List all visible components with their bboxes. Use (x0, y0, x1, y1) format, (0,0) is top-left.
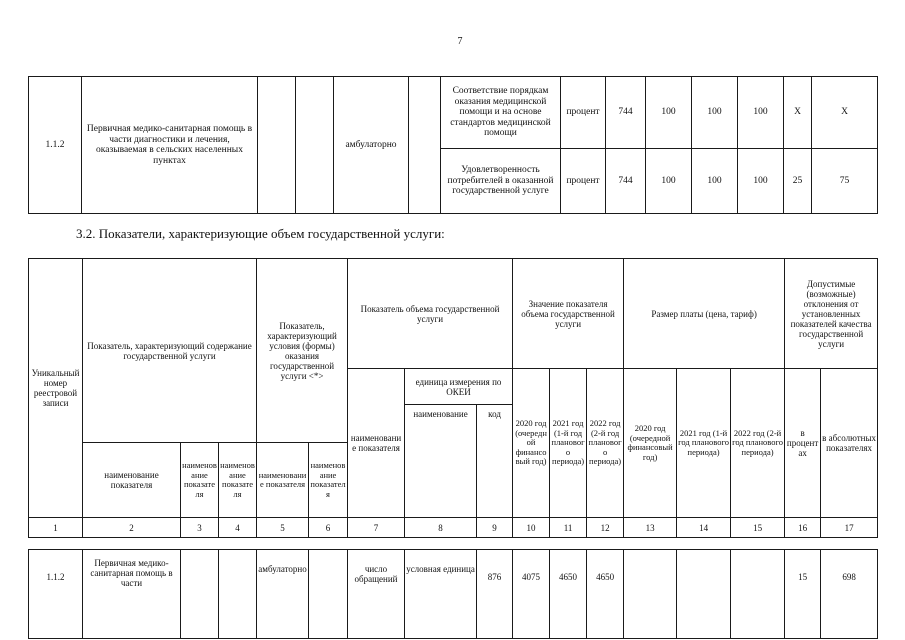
section-heading: 3.2. Показатели, характеризующие объем государственной услуги: (76, 226, 445, 241)
deviation-percent: X (784, 77, 812, 149)
column-number: 9 (477, 518, 513, 538)
header-indicator-name-short: наименование показателя (257, 443, 309, 518)
service-condition: амбулаторно (257, 550, 309, 639)
value-2022: 100 (738, 77, 784, 149)
deviation-percent: 15 (785, 550, 821, 639)
header-value-2020: 2020 год (очередной финансовый год) (513, 369, 550, 518)
empty-cell (258, 77, 296, 214)
header-content-indicator-name: наименование показателя (83, 443, 181, 518)
header-deviation-percent: в процентах (785, 369, 821, 518)
header-indicator-name-short: наименование показателя (309, 443, 348, 518)
empty-cell (219, 550, 257, 639)
record-code: 1.1.2 (29, 550, 83, 639)
column-number: 3 (181, 518, 219, 538)
column-number: 1 (29, 518, 83, 538)
value-2021: 100 (692, 77, 738, 149)
header-price-group: Размер платы (цена, тариф) (624, 259, 785, 369)
column-number: 12 (587, 518, 624, 538)
unit: процент (561, 77, 606, 149)
okei-code: 876 (477, 550, 513, 639)
column-number: 16 (785, 518, 821, 538)
header-indicator-name-short: наименование показателя (181, 443, 219, 518)
column-number: 14 (677, 518, 731, 538)
column-number: 8 (405, 518, 477, 538)
price-2021 (677, 550, 731, 639)
volume-indicator-name: число обращений (348, 550, 405, 639)
column-number: 10 (513, 518, 550, 538)
page-number: 7 (457, 36, 463, 47)
column-number: 7 (348, 518, 405, 538)
service-condition: амбулаторно (334, 77, 409, 214)
column-number: 5 (257, 518, 309, 538)
header-volume-group: Показатель объема государственной услуги (348, 259, 513, 369)
header-volume-indicator-name: наименование показателя (348, 369, 405, 518)
row-spacer (29, 538, 878, 550)
header-value-2022: 2022 год (2-й год планового периода) (587, 369, 624, 518)
deviation-absolute: 75 (812, 149, 878, 214)
deviation-absolute: 698 (821, 550, 878, 639)
header-okei-name: наименование (405, 405, 477, 518)
quality-indicator-name: Удовлетворенность потребителей в оказанной государственной услуге (441, 149, 561, 214)
header-price-2022: 2022 год (2-й год планового периода) (731, 369, 785, 518)
deviation-absolute: X (812, 77, 878, 149)
header-unique-number: Уникальный номер реестровой записи (29, 259, 83, 518)
value-2022: 4650 (587, 550, 624, 639)
column-number: 11 (550, 518, 587, 538)
header-deviation-group: Допустимые (возможные) отклонения от установленных показателей качества государственной услуги (785, 259, 878, 369)
empty-cell (309, 550, 348, 639)
header-price-2021: 2021 год (1-й год планового периода) (677, 369, 731, 518)
empty-cell (296, 77, 334, 214)
value-2022: 100 (738, 149, 784, 214)
deviation-percent: 25 (784, 149, 812, 214)
service-content: Первичная медико-санитарная помощь в части диагностики и лечения, оказываемая в сельских населенных пунктах (82, 77, 258, 214)
empty-cell (181, 550, 219, 639)
value-2021: 4650 (550, 550, 587, 639)
quality-indicators-table (28, 76, 878, 214)
column-number: 2 (83, 518, 181, 538)
header-indicator-name-short: наименование показателя (219, 443, 257, 518)
value-2020: 100 (646, 77, 692, 149)
value-2021: 100 (692, 149, 738, 214)
okei-name: условная единица (405, 550, 477, 639)
quality-indicator-name: Соответствие порядкам оказания медицинской помощи и на основе стандартов медицинской помощи (441, 77, 561, 149)
header-conditions-group: Показатель, характеризующий условия (формы) оказания государственной услуги <*> (257, 259, 348, 443)
price-2022 (731, 550, 785, 639)
service-content: Первичная медико-санитарная помощь в части (83, 550, 181, 639)
unit: процент (561, 149, 606, 214)
header-price-2020: 2020 год (очередной финансовый год) (624, 369, 677, 518)
header-value-group: Значение показателя объема государственной услуги (513, 259, 624, 369)
header-value-2021: 2021 год (1-й год планового периода) (550, 369, 587, 518)
column-number: 4 (219, 518, 257, 538)
column-number: 17 (821, 518, 878, 538)
header-okei-group: единица измерения по ОКЕИ (405, 369, 513, 405)
record-code: 1.1.2 (29, 77, 82, 214)
volume-indicators-table (28, 258, 878, 639)
price-2020 (624, 550, 677, 639)
okei-code: 744 (606, 77, 646, 149)
value-2020: 100 (646, 149, 692, 214)
header-okei-code: код (477, 405, 513, 518)
column-number: 13 (624, 518, 677, 538)
header-deviation-absolute: в абсолютных показателях (821, 369, 878, 518)
column-number: 6 (309, 518, 348, 538)
column-number: 15 (731, 518, 785, 538)
header-content-group: Показатель, характеризующий содержание государственной услуги (83, 259, 257, 443)
empty-cell (409, 77, 441, 214)
value-2020: 4075 (513, 550, 550, 639)
okei-code: 744 (606, 149, 646, 214)
